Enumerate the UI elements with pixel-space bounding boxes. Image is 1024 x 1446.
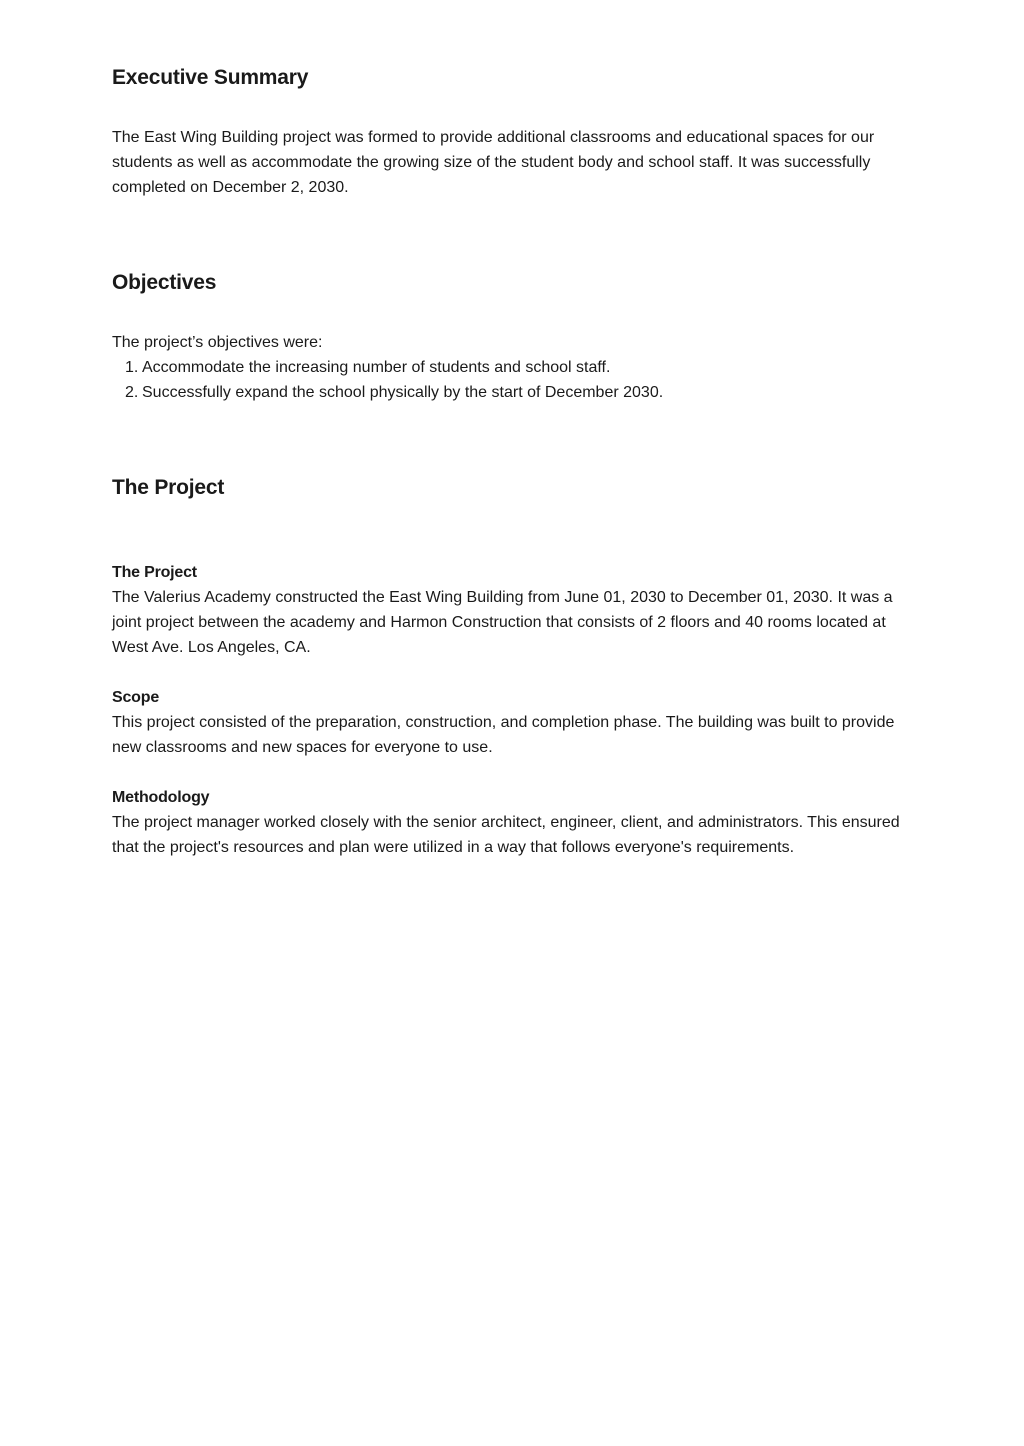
list-item-number: 1. xyxy=(125,359,139,376)
objectives-heading: Objectives xyxy=(112,271,217,294)
project-subsection-body: The Valerius Academy constructed the East Wing Building from June 01, 2030 to December 01, 2030. It was a joint project between the academy and Harmon Construction that consists of 2 floors and 40 rooms located at West Ave. Los Angeles, CA. xyxy=(112,589,893,656)
list-item xyxy=(112,355,663,380)
objectives-list xyxy=(112,355,663,405)
the-project-heading: The Project xyxy=(112,476,225,499)
scope-subsection-body: This project consisted of the preparation, construction, and completion phase. The building was built to provide new classrooms and new spaces for everyone to use. xyxy=(112,714,895,756)
list-item-number: 2. xyxy=(125,384,139,401)
methodology-subsection-title: Methodology xyxy=(112,789,210,806)
list-item-text: Successfully expand the school physically by the start of December 2030. xyxy=(142,384,664,401)
list-item xyxy=(112,380,663,405)
executive-summary-body: The East Wing Building project was formed to provide additional classrooms and educational spaces for our students as well as accommodate the growing size of the student body and school staff. It was successfully completed on December 2, 2030. xyxy=(112,129,875,196)
methodology-subsection-body: The project manager worked closely with the senior architect, engineer, client, and administrators. This ensured that the project's resources and plan were utilized in a way that follows everyone's requirements. xyxy=(112,814,900,856)
scope-subsection-title: Scope xyxy=(112,689,160,706)
objectives-intro: The project’s objectives were: xyxy=(112,334,323,351)
list-item-text: Accommodate the increasing number of students and school staff. xyxy=(142,359,611,376)
executive-summary-heading: Executive Summary xyxy=(112,66,309,89)
project-subsection-title: The Project xyxy=(112,564,197,581)
